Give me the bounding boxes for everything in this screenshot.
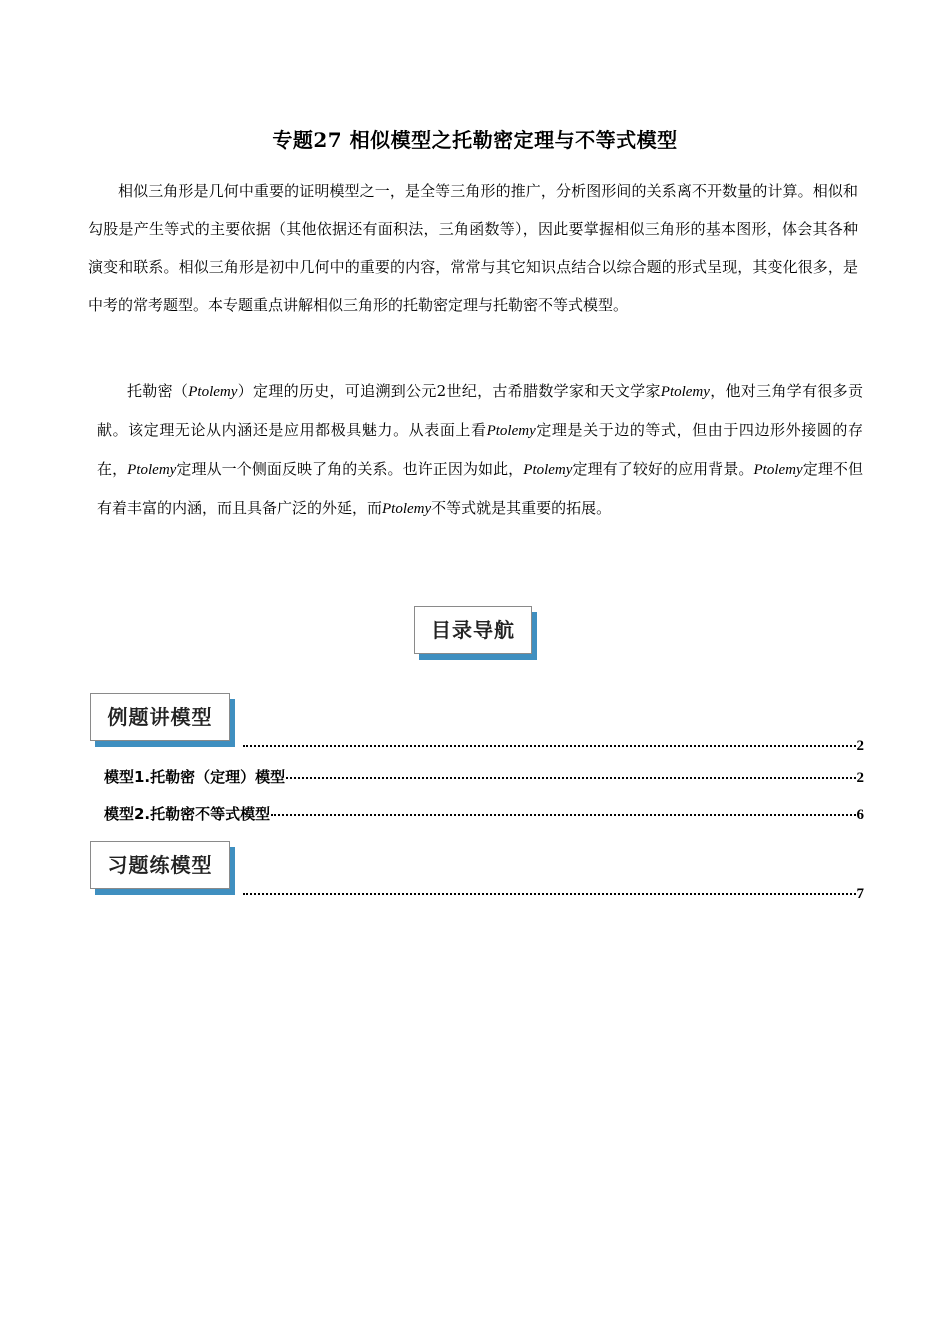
- toc-section-examples-badge[interactable]: 例题讲模型: [90, 693, 230, 741]
- toc-section-practice-entry[interactable]: [242, 886, 864, 903]
- toc-nav-badge: 目录导航: [414, 606, 532, 654]
- toc-item-model-1[interactable]: [104, 766, 864, 787]
- toc-page-number: 6: [856, 807, 864, 823]
- toc-item-model-2[interactable]: [104, 803, 864, 824]
- page-title: 专题27 相似模型之托勒密定理与不等式模型: [272, 128, 678, 152]
- intro-paragraph-2: 托勒密（Ptolemy）定理的历史，可追溯到公元2世纪，古希腊数学家和天文学家Ptolemy，他对三角学有很多贡献。该定理无论从内涵还是应用都极具魅力。从表面上看Ptolemy定理是关于边的等式，但由于四边形外接圆的存在，Ptolemy定理从一个侧面反映了角的关系。也许正因为如此，Ptolemy定理有了较好的应用背景。Ptolemy定理不但有着丰富的内涵，而且具备广泛的外延，而Ptolemy不等式就是其重要的拓展。: [97, 382, 863, 517]
- toc-item-label: 模型1.托勒密（定理）模型: [104, 768, 286, 786]
- toc-leader-dots: [243, 893, 856, 895]
- toc-page-number: 7: [856, 886, 864, 902]
- toc-page-number: 2: [856, 770, 864, 786]
- toc-section-practice-badge[interactable]: 习题练模型: [90, 841, 230, 889]
- toc-leader-dots: [286, 777, 855, 779]
- toc-leader-dots: [271, 814, 855, 816]
- toc-leader-dots: [243, 745, 856, 747]
- toc-page-number: 2: [856, 738, 864, 754]
- intro-paragraph-1: 相似三角形是几何中重要的证明模型之一，是全等三角形的推广，分析图形间的关系离不开数量的计算。相似和勾股是产生等式的主要依据（其他依据还有面积法，三角函数等），因此要掌握相似三角形的基本图形，体会其各种演变和联系。相似三角形是初中几何中的重要的内容，常常与其它知识点结合以综合题的形式呈现，其变化很多，是中考的常考题型。本专题重点讲解相似三角形的托勒密定理与托勒密不等式模型。: [88, 182, 858, 314]
- toc-item-label: 模型2.托勒密不等式模型: [104, 805, 271, 823]
- toc-section-examples-entry[interactable]: [242, 738, 864, 755]
